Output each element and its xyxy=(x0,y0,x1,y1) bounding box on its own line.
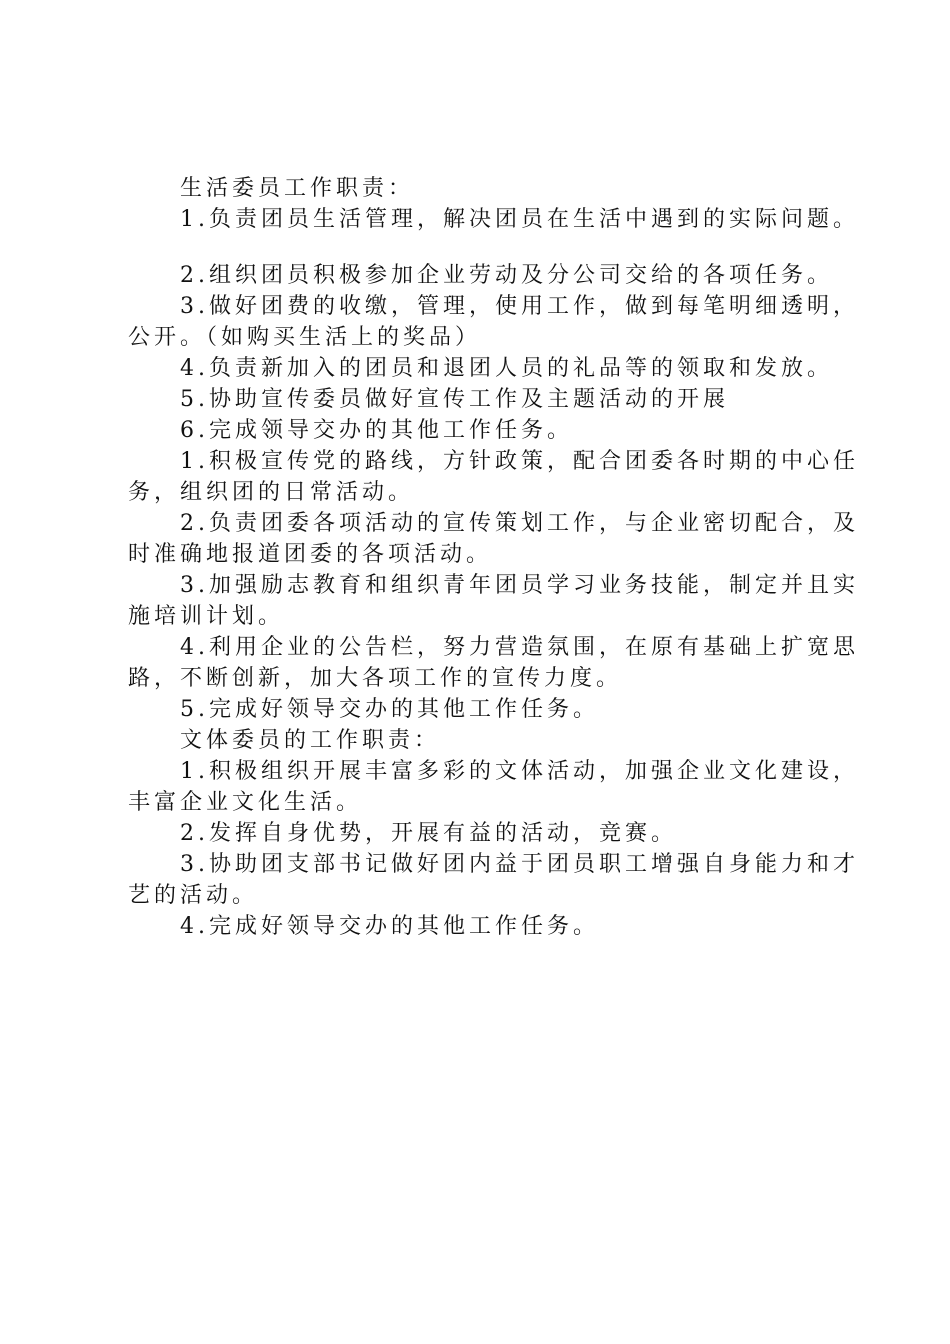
paragraph: 2.负责团委各项活动的宣传策划工作，与企业密切配合，及时准确地报道团委的各项活动。 xyxy=(128,511,859,567)
paragraph: 1.积极宣传党的路线，方针政策，配合团委各时期的中心任务，组织团的日常活动。 xyxy=(128,449,859,505)
paragraph: 3.加强励志教育和组织青年团员学习业务技能，制定并且实施培训计划。 xyxy=(128,573,859,629)
paragraph: 5.完成好领导交办的其他工作任务。 xyxy=(180,697,599,722)
paragraph: 2.发挥自身优势，开展有益的活动，竞赛。 xyxy=(180,821,677,846)
paragraph: 4.完成好领导交办的其他工作任务。 xyxy=(180,914,599,939)
paragraph: 4.负责新加入的团员和退团人员的礼品等的领取和发放。 xyxy=(180,356,833,381)
paragraph: 2.组织团员积极参加企业劳动及分公司交给的各项任务。 xyxy=(180,263,833,288)
paragraph: 4.利用企业的公告栏，努力营造氛围，在原有基础上扩宽思路，不断创新，加大各项工作的宣传力度。 xyxy=(128,635,859,691)
paragraph: 5.协助宣传委员做好宣传工作及主题活动的开展 xyxy=(180,387,729,412)
section-heading-culture-committee: 文体委员的工作职责： xyxy=(180,728,441,753)
paragraph: 3.做好团费的收缴，管理，使用工作，做到每笔明细透明，公开。（如购买生活上的奖品） xyxy=(128,294,859,350)
paragraph: 1.积极组织开展丰富多彩的文体活动，加强企业文化建设，丰富企业文化生活。 xyxy=(128,759,859,815)
document-body xyxy=(128,173,863,942)
section-heading-life-committee: 生活委员工作职责： xyxy=(180,176,415,201)
paragraph: 1.负责团员生活管理，解决团员在生活中遇到的实际问题。 xyxy=(180,207,859,232)
paragraph: 6.完成领导交办的其他工作任务。 xyxy=(180,418,573,443)
paragraph: 3.协助团支部书记做好团内益于团员职工增强自身能力和才艺的活动。 xyxy=(128,852,859,908)
